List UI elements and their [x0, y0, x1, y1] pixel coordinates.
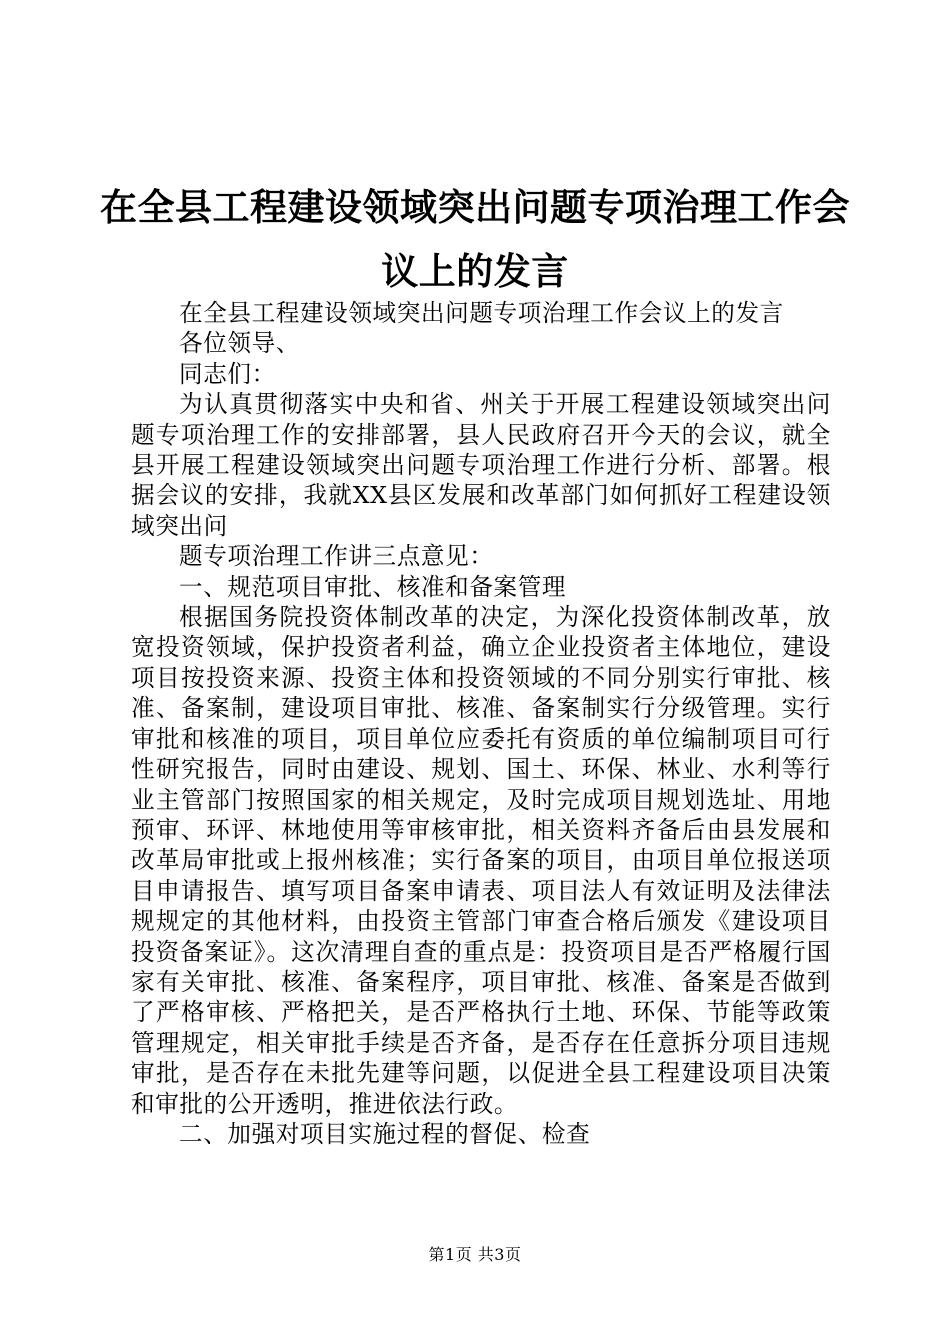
paragraph-salutation-leaders: 各位领导、	[179, 329, 300, 358]
paragraph-heading-repeat: 在全县工程建设领域突出问题专项治理工作会议上的发言	[179, 299, 784, 327]
page-number-footer: 第1页 共3页	[428, 1245, 522, 1264]
document-body	[131, 298, 831, 1149]
paragraph-section-one-body: 根据国务院投资体制改革的决定，为深化投资体制改革，放宽投资领域，保护投资者利益，确立企业投资者主体地位，建设项目按投资来源、投资主体和投资领域的不同分别实行审批、核准、备案制，建设项目审批、核准、备案制实行分级管理。实行审批和核准的项目，项目单位应委托有资质的单位编制项目可行性研究报告，同时由建设、规划、国土、环保、林业、水利等行业主管部门按照国家的相关规定，及时完成项目规划选址、用地预审、环评、林地使用等审核审批，相关资料齐备后由县发展和改革局审批或上报州核准；实行备案的项目，由项目单位报送项目申请报告、填写项目备案申请表、项目法人有效证明及法律法规规定的其他材料，由投资主管部门审查合格后颁发《建设项目投资备案证》。这次清理自查的重点是：投资项目是否严格履行国家有关审批、核准、备案程序，项目审批、核准、备案是否做到了严格审核、严格把关，是否严格执行土地、环保、节能等政策管理规定，相关审批手续是否齐备，是否存在任意拆分项目违规审批，是否存在未批先建等问题，以促进全县工程建设项目决策和审批的公开透明，推进依法行政。	[131, 603, 831, 1118]
paragraph-three-points: 题专项治理工作讲三点意见：	[179, 542, 494, 571]
section-heading-two: 二、加强对项目实施过程的督促、检查	[179, 1119, 591, 1148]
paragraph-introduction: 为认真贯彻落实中央和省、州关于开展工程建设领域突出问题专项治理工作的安排部署，县人民政府召开今天的会议，就全县开展工程建设领域突出问题专项治理工作进行分析、部署。根据会议的安排，我就XX县区发展和改革部门如何抓好工程建设领域突出问	[131, 390, 831, 540]
document-title: 在全县工程建设领域突出问题专项治理工作会议上的发言	[100, 186, 850, 293]
paragraph-salutation-comrades: 同志们：	[179, 359, 276, 388]
section-heading-one: 一、规范项目审批、核准和备案管理	[179, 572, 567, 601]
